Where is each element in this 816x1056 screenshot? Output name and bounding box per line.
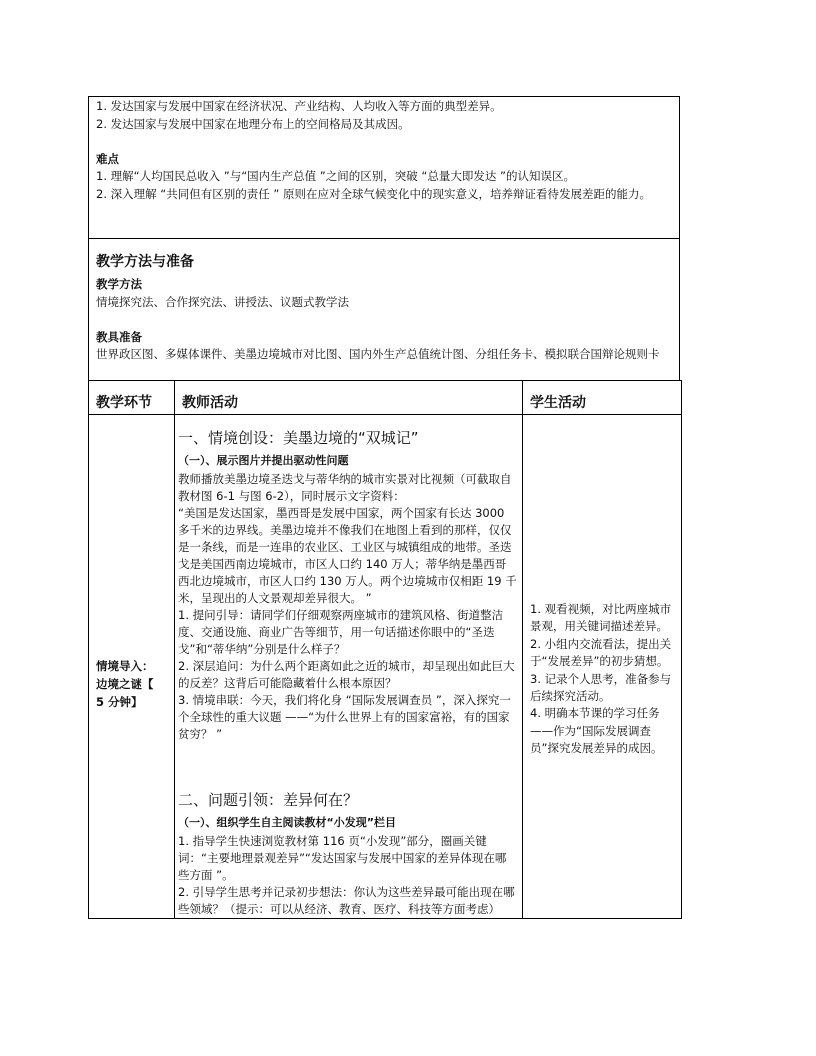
section1-intro: 教师播放美墨边境圣迭戈与蒂华纳的城市实景对比视频（可截取自教材图 6-1 与图 6-2），同时展示文字资料： [178,472,512,503]
student-activity-list [530,601,675,758]
student-activity-1: 1. 观看视频，对比两座城市景观，用关键词描述差异。 [530,602,672,634]
student-activity-3: 3. 记录个人思考，准备参与后续探究活动。 [530,671,672,704]
student-activity-2: 2. 小组内交流看法，提出关于“发展差异”的初步猜想。 [530,636,672,669]
stage-cell [89,415,175,919]
methods-heading: 教学方法与准备 [96,254,194,270]
header-teacher: 教师活动 [175,381,523,415]
table-header-row [89,381,682,415]
teacher-activity-cell [175,415,523,919]
header-student: 学生活动 [523,381,682,415]
methods-section [88,238,680,380]
section1-subtitle: （一）、展示图片并提出驱动性问题 [178,454,349,467]
student-activity-cell [523,415,682,919]
stage-label: 情境导入： 边境之谜【 5 分钟】 [96,659,154,709]
key-difficult-points-section [88,96,680,238]
student-activity-4: 4. 明确本节课的学习任务——作为“国际发展调查员”探究发展差异的成因。 [530,706,663,756]
section2-item-2: 2. 引导学生思考并记录初步想法：你认为这些差异最可能出现在哪些领域？（提示：可以从经济、教育、医疗、科技等方面考虑） [178,885,515,916]
difficult-point-2: 2. 深入理解 “共同但有区别的责任 ” 原则在应对全球气候变化中的现实意义，培养辩证看待发展差距的能力。 [96,186,652,201]
methods-text: 情境探究法、合作探究法、讲授法、议题式教学法 [96,294,349,309]
section2-item-1: 1. 指导学生快速浏览教材第 116 页“小发现”部分，圈画关键词：“主要地理景观差异”“发达国家与发展中国家的差异体现在哪些方面 ”。 [178,834,507,882]
teaching-process-table [88,380,682,919]
key-point-2: 2. 发达国家与发展中国家在地理分布上的空间格局及其成因。 [96,116,410,131]
section1-quote: “美国是发达国家，墨西哥是发展中国家，两个国家有长达 3000 多千米的边界线。美墨边境并不像我们在地图上看到的那样，仅仅是一条线，而是一连串的农业区、工业区与城镇组成的地带。圣迭戈是美国西南边境城市，市区人口约 140 万人；蒂华纳是墨西哥西北边境城市，市区人口约 130 万人。两个边境城市仅相距 19 千米，呈现出的人文景观却差异很大。 ” [178,506,517,605]
section1-item-1: 1. 提问引导：请同学们仔细观察两座城市的建筑风格、街道整洁度、交通设施、商业广告等细节，用一句话描述你眼中的“圣迭戈”和“蒂华纳”分别是什么样子？ [178,608,504,656]
lesson-plan-sheet [88,96,680,919]
section1-item-3: 3. 情境串联：今天，我们将化身 “国际发展调查员 ”，深入探究一个全球性的重大议题 ——“为什么世界上有的国家富裕，有的国家贫穷？ ” [178,693,511,741]
key-point-1: 1. 发达国家与发展中国家在经济状况、产业结构、人均收入等方面的典型差异。 [96,99,502,113]
section2-subtitle: （一）、组织学生自主阅读教材“小发现”栏目 [178,816,396,829]
tools-text: 世界政区图、多媒体课件、美墨边境城市对比图、国内外生产总值统计图、分组任务卡、模拟联合国辩论规则卡 [96,347,660,362]
section2-title: 二、问题引领：差异何在？ [178,791,359,809]
section1-title: 一、情境创设：美墨边境的“双城记” [178,429,419,447]
methods-label: 教学方法 [96,277,142,291]
table-row [89,415,682,919]
tools-label: 教具准备 [96,329,142,344]
section1-item-2: 2. 深层追问：为什么两个距离如此之近的城市，却呈现出如此巨大的反差？这背后可能隐藏着什么根本原因？ [178,659,515,690]
header-stage: 教学环节 [89,381,175,415]
difficult-point-1: 1. 理解“人均国民总收入 ”与“国内生产总值 ”之间的区别，突破 “总量大即发达 ”的认知误区。 [96,169,575,184]
difficult-heading: 难点 [96,151,119,166]
